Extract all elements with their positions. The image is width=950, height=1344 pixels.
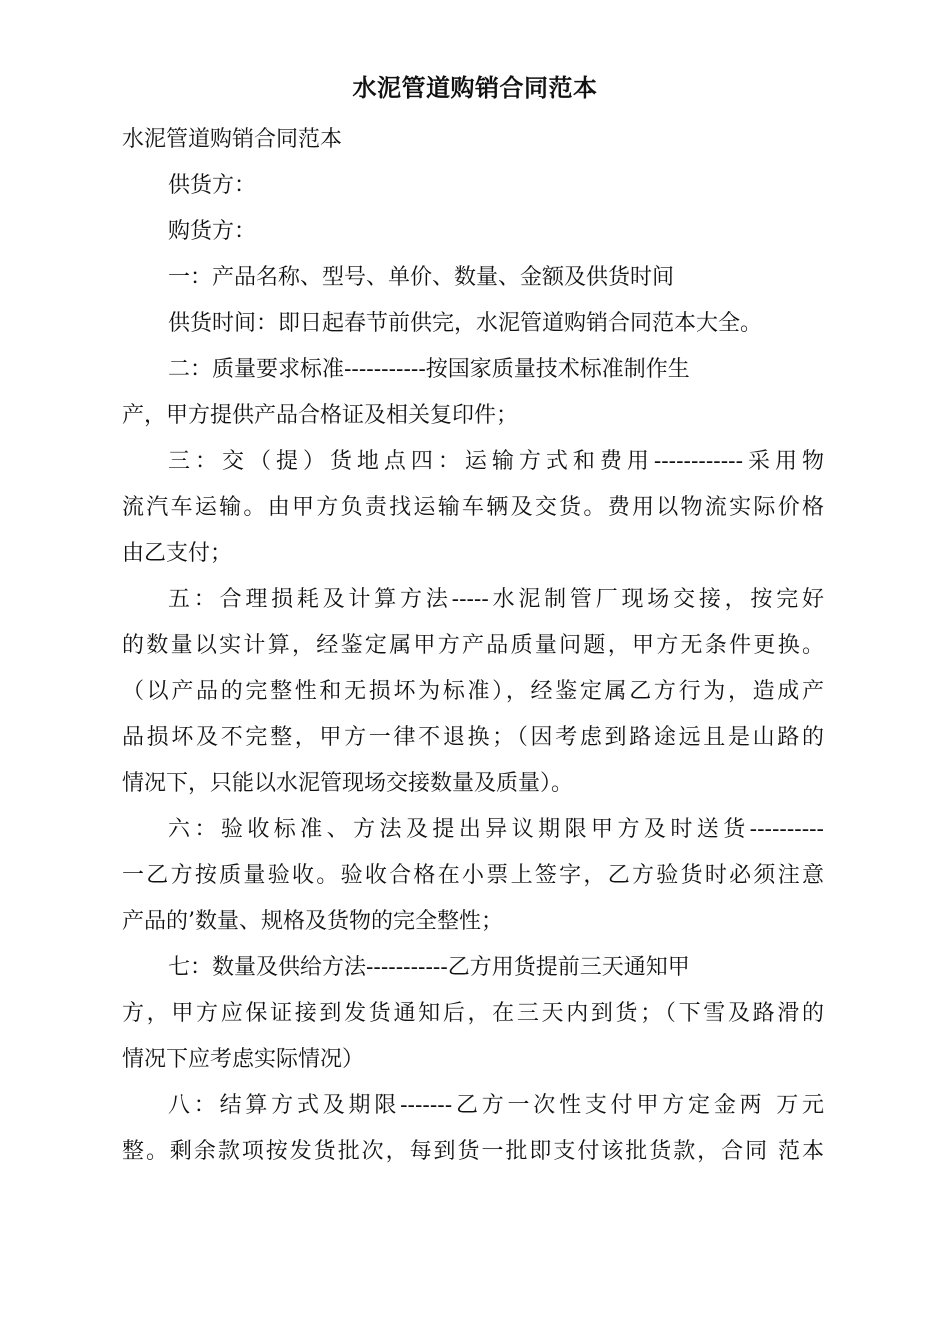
clause-3-cont-line-1: 流汽车运输。由甲方负责找运输车辆及交货。费用以物流实际价格 <box>122 495 824 520</box>
clause-5-cont-line-3: 品损坏及不完整，甲方一律不退换；（因考虑到路途远且是山路的 <box>122 725 824 750</box>
clause-5-cont-line-1: 的数量以实计算，经鉴定属甲方产品质量问题，甲方无条件更换。 <box>122 633 824 658</box>
supply-time-line: 供货时间：即日起春节前供完，水泥管道购销合同范本大全。 <box>168 311 763 336</box>
clause-6-line: 六：验收标准、方法及提出异议期限甲方及时送货---------- <box>168 817 824 842</box>
clause-7-cont-line-2: 情况下应考虑实际情况） <box>122 1047 365 1072</box>
clause-3-cont-line-2: 由乙支付； <box>122 541 233 566</box>
clause-2-cont-line: 产，甲方提供产品合格证及相关复印件； <box>122 403 519 428</box>
document-body <box>122 117 824 1175</box>
subtitle-line: 水泥管道购销合同范本 <box>122 127 343 152</box>
clause-5-cont-line-4: 情况下，只能以水泥管现场交接数量及质量）。 <box>122 771 574 796</box>
document-title: 水泥管道购销合同范本 <box>352 74 598 102</box>
clause-3-line: 三：交（提）货地点四：运输方式和费用------------采用物 <box>168 449 824 474</box>
clause-7-cont-line-1: 方，甲方应保证接到发货通知后，在三天内到货；（下雪及路滑的 <box>122 1001 824 1026</box>
supplier-line: 供货方： <box>168 173 257 198</box>
clause-8-cont-line-1: 整。剩余款项按发货批次，每到货一批即支付该批货款，合同 范本 <box>122 1139 824 1164</box>
clause-7-line: 七：数量及供给方法-----------乙方用货提前三天通知甲 <box>168 955 690 980</box>
clause-1-line: 一：产品名称、型号、单价、数量、金额及供货时间 <box>168 265 675 290</box>
clause-6-cont-line-1: 一乙方按质量验收。验收合格在小票上签字，乙方验货时必须注意 <box>122 863 824 888</box>
clause-6-cont-line-2: 产品的’数量、规格及货物的完全整性； <box>122 909 503 934</box>
buyer-line: 购货方： <box>168 219 257 244</box>
clause-8-line: 八：结算方式及期限-------乙方一次性支付甲方定金两 万元 <box>168 1093 824 1118</box>
clause-2-line: 二：质量要求标准-----------按国家质量技术标准制作生 <box>168 357 690 382</box>
clause-5-cont-line-2: （以产品的完整性和无损坏为标准），经鉴定属乙方行为，造成产 <box>122 679 824 704</box>
clause-5-line: 五：合理损耗及计算方法-----水泥制管厂现场交接，按完好 <box>168 587 824 612</box>
